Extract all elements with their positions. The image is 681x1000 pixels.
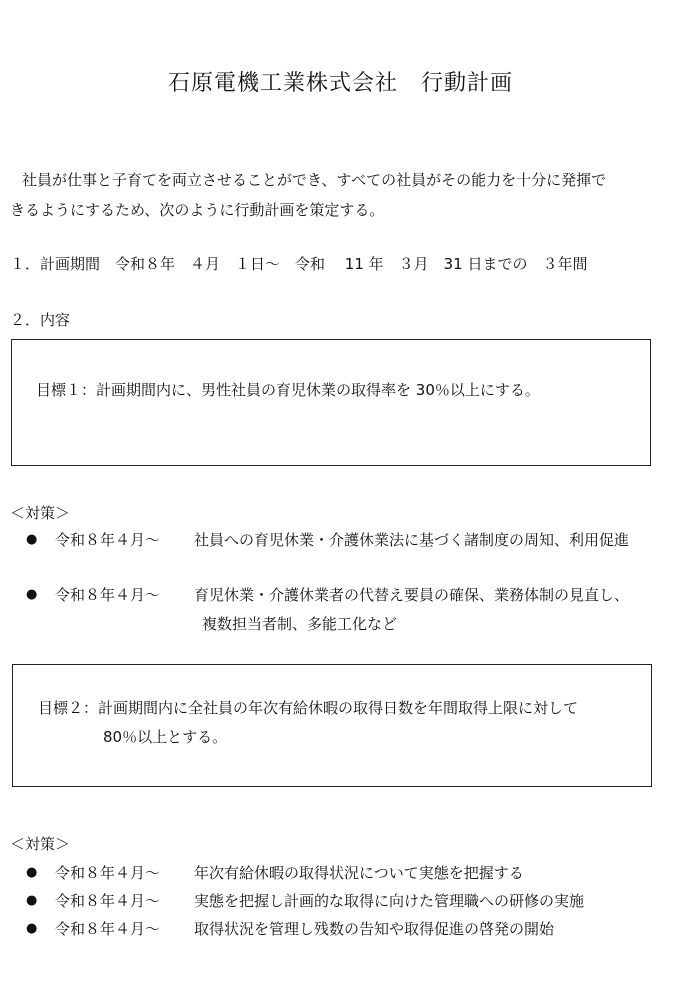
content-heading: ２．内容 bbox=[10, 311, 71, 329]
goal-1-text: 目標１：計画期間内に、男性社員の育児休業の取得率を 30％以上にする。 bbox=[36, 381, 540, 399]
bullet-icon: ● bbox=[26, 921, 38, 936]
bullet-icon: ● bbox=[26, 532, 38, 547]
measure-2-3-text: 取得状況を管理し残数の告知や取得促進の啓発の開始 bbox=[194, 920, 555, 938]
goal-2-line-2: 80％以上とする。 bbox=[103, 728, 228, 746]
measures-2-heading: ＜対策＞ bbox=[10, 835, 71, 853]
measures-1-heading: ＜対策＞ bbox=[10, 504, 71, 522]
bullet-icon: ● bbox=[26, 893, 38, 908]
measure-1-2-when: 令和８年４月～ bbox=[55, 586, 161, 604]
measure-1-1-when: 令和８年４月～ bbox=[55, 531, 161, 549]
measure-2-3-when: 令和８年４月～ bbox=[55, 920, 161, 938]
goal-1-box bbox=[11, 339, 651, 466]
page-title: 石原電機工業株式会社 行動計画 bbox=[167, 71, 513, 96]
plan-period: １．計画期間 令和８年 ４月 １日～ 令和 11 年 ３月 31 日までの ３年間 bbox=[10, 255, 588, 273]
bullet-icon: ● bbox=[26, 865, 38, 880]
measure-1-2-text-cont: 複数担当者制、多能工化など bbox=[202, 615, 398, 633]
bullet-icon: ● bbox=[26, 587, 38, 602]
measure-1-2-text: 育児休業・介護休業者の代替え要員の確保、業務体制の見直し、 bbox=[194, 586, 630, 604]
goal-2-line-1: 目標２：計画期間内に全社員の年次有給休暇の取得日数を年間取得上限に対して bbox=[38, 699, 579, 717]
intro-line-2: きるようにするため、次のように行動計画を策定する。 bbox=[10, 201, 385, 219]
measure-2-1-text: 年次有給休暇の取得状況について実態を把握する bbox=[194, 864, 524, 882]
measure-2-2-text: 実態を把握し計画的な取得に向けた管理職への研修の実施 bbox=[194, 892, 585, 910]
measure-1-1-text: 社員への育児休業・介護休業法に基づく諸制度の周知、利用促進 bbox=[194, 531, 630, 549]
goal-2-box bbox=[12, 664, 652, 787]
intro-line-1: 社員が仕事と子育てを両立させることができ、すべての社員がその能力を十分に発揮で bbox=[22, 171, 607, 189]
measure-2-1-when: 令和８年４月～ bbox=[55, 864, 161, 882]
measure-2-2-when: 令和８年４月～ bbox=[55, 892, 161, 910]
